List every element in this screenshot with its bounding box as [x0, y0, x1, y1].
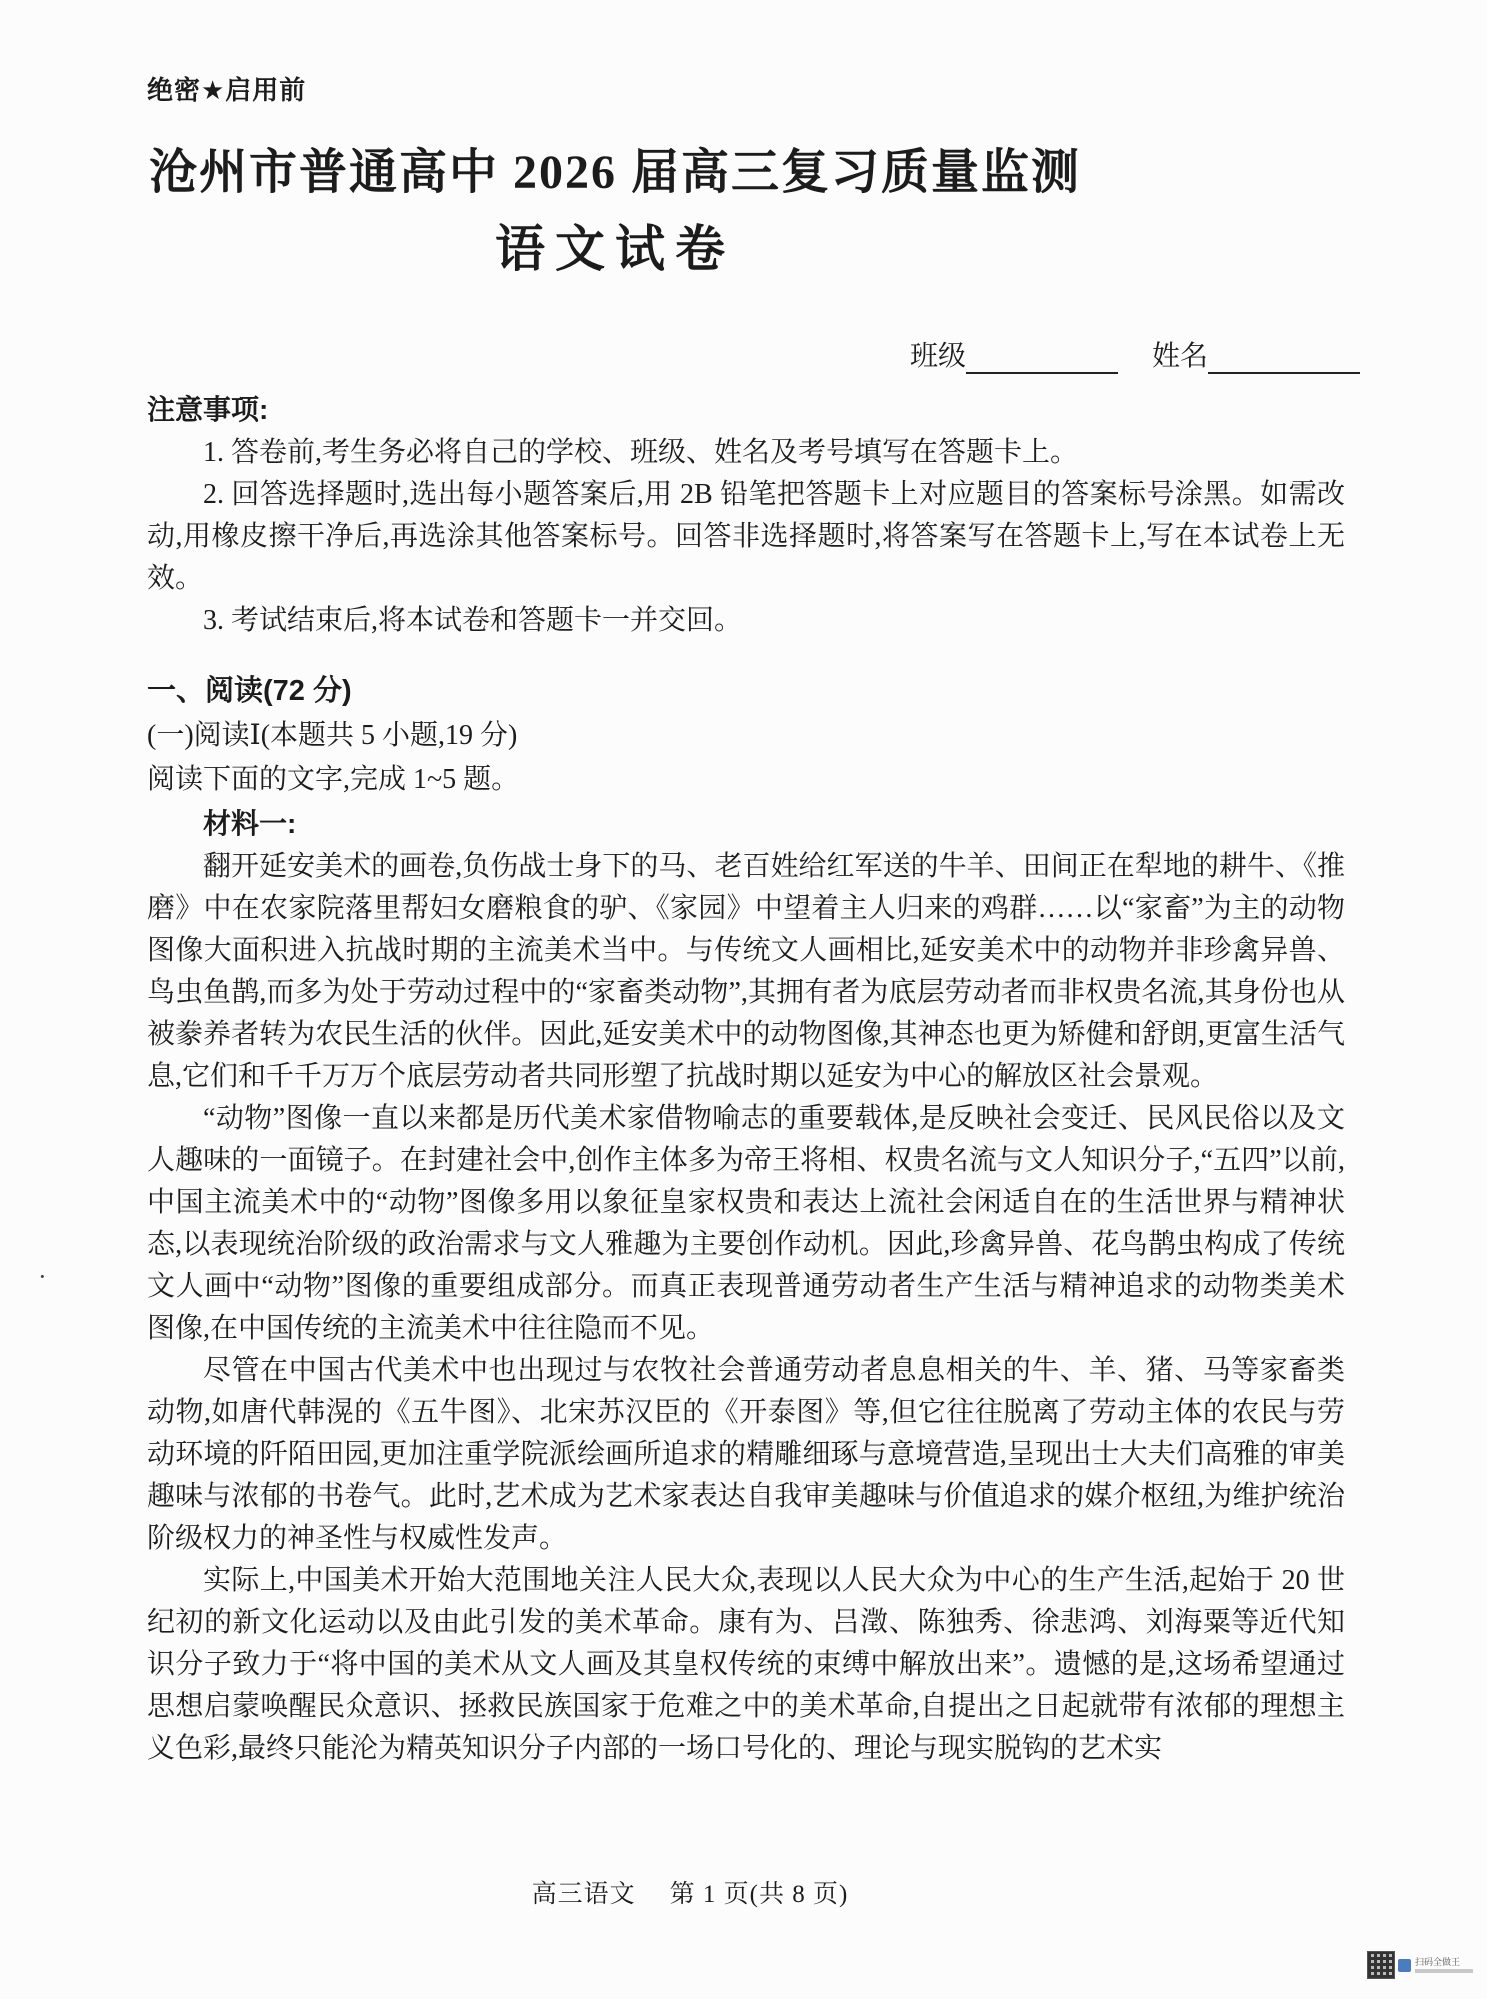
material-paragraph-1: 翻开延安美术的画卷,负伤战士身下的马、老百姓给红军送的牛羊、田间正在犁地的耕牛、《推磨》中在农家院落里帮妇女磨粮食的驴、《家园》中望着主人归来的鸡群……以“家畜”为主的动物图像大面积进入抗战时期的主流美术当中。与传统文人画相比,延安美术中的动物并非珍禽异兽、鸟虫鱼鹊,而多为处于劳动过程中的“家畜类动物”,其拥有者为底层劳动者而非权贵名流,其身份也从被豢养者转为农民生活的伙伴。因此,延安美术中的动物图像,其神态也更为矫健和舒朗,更富生活气息,它们和千千万万个底层劳动者共同形塑了抗战时期以延安为中心的解放区社会景观。	[147, 851, 1345, 1092]
watermark-badge-icon	[1398, 1959, 1411, 1972]
notice-item-2: 2. 回答选择题时,选出每小题答案后,用 2B 铅笔把答题卡上对应题目的答案标号涂黑。如需改动,用橡皮擦干净后,再选涂其他答案标号。回答非选择题时,将答案写在答题卡上,写在本试卷上无效。	[147, 479, 1345, 594]
scan-artifact-dot: ·	[38, 1262, 47, 1291]
name-field	[1152, 334, 1360, 374]
class-field	[910, 334, 1118, 374]
notice-item-1: 1. 答卷前,考生务必将自己的学校、班级、姓名及考号填写在答题卡上。	[203, 437, 1079, 468]
material-paragraph-3: 尽管在中国古代美术中也出现过与农牧社会普通劳动者息息相关的牛、羊、猪、马等家畜类动物,如唐代韩滉的《五牛图》、北宋苏汉臣的《开泰图》等,但它往往脱离了劳动主体的农民与劳动环境的阡陌田园,更加注重学院派绘画所追求的精雕细琢与意境营造,呈现出士大夫们高雅的审美趣味与浓郁的书卷气。此时,艺术成为艺术家表达自我审美趣味与价值追求的媒介枢纽,为维护统治阶级权力的神圣性与权威性发声。	[147, 1355, 1345, 1554]
qr-code-icon	[1368, 1952, 1394, 1978]
name-label: 姓名	[1151, 341, 1208, 372]
watermark-subtext-bar	[1415, 1969, 1473, 1973]
material-one-label: 材料一:	[203, 808, 297, 839]
page-title: 沧州市普通高中 2026 届高三复习质量监测	[148, 146, 1081, 199]
part-heading-reading-1: (一)阅读Ⅰ(本题共 5 小题,19 分)	[147, 720, 518, 751]
page-subtitle: 语文试卷	[495, 221, 735, 277]
material-paragraph-2: “动物”图像一直以来都是历代美术家借物喻志的重要载体,是反映社会变迁、民风民俗以及文人趣味的一面镜子。在封建社会中,创作主体多为帝王将相、权贵名流与文人知识分子,“五四”以前,中国主流美术中的“动物”图像多用以象征皇家权贵和表达上流社会闲适自在的生活世界与精神状态,以表现统治阶级的政治需求与文人雅趣为主要创作动机。因此,珍禽异兽、花鸟鹊虫构成了传统文人画中“动物”图像的重要组成部分。而真正表现普通劳动者生产生活与精神追求的动物类美术图像,在中国传统的主流美术中往往隐而不见。	[147, 1103, 1345, 1344]
heading-block	[0, 0, 1230, 282]
name-blank-line[interactable]	[1208, 338, 1360, 374]
notices-heading: 注意事项:	[147, 394, 269, 425]
section-heading-reading: 一、阅读(72 分)	[147, 675, 352, 707]
watermark-text-block	[1415, 1957, 1473, 1973]
material-paragraph-4: 实际上,中国美术开始大范围地关注人民大众,表现以人民大众为中心的生产生活,起始于 20 世纪初的新文化运动以及由此引发的美术革命。康有为、吕澂、陈独秀、徐悲鸿、刘海粟等近代知识分子致力于“将中国的美术从文人画及其皇权传统的束缚中解放出来”。遗憾的是,这场希望通过思想启蒙唤醒民众意识、拯救民族国家于危难之中的美术革命,自提出之日起就带有浓郁的理想主义色彩,最终只能沦为精英知识分子内部的一场口号化的、理论与现实脱钩的艺术实	[147, 1565, 1345, 1764]
footer-page-number: 第 1 页(共 8 页)	[669, 1881, 849, 1908]
class-blank-line[interactable]	[966, 338, 1118, 374]
notice-item-3: 3. 考试结束后,将本试卷和答题卡一并交回。	[203, 605, 743, 636]
classification-banner: 绝密★启用前	[147, 75, 307, 105]
publisher-watermark	[1368, 1952, 1473, 1978]
class-label: 班级	[909, 341, 966, 372]
reading-instruction: 阅读下面的文字,完成 1~5 题。	[147, 764, 520, 795]
body-column	[0, 388, 1487, 1770]
student-info-row	[0, 334, 1487, 374]
footer-course: 高三语文	[531, 1881, 636, 1908]
page-footer	[0, 1874, 1380, 1910]
watermark-text: 扫码全做王	[1415, 1957, 1461, 1967]
